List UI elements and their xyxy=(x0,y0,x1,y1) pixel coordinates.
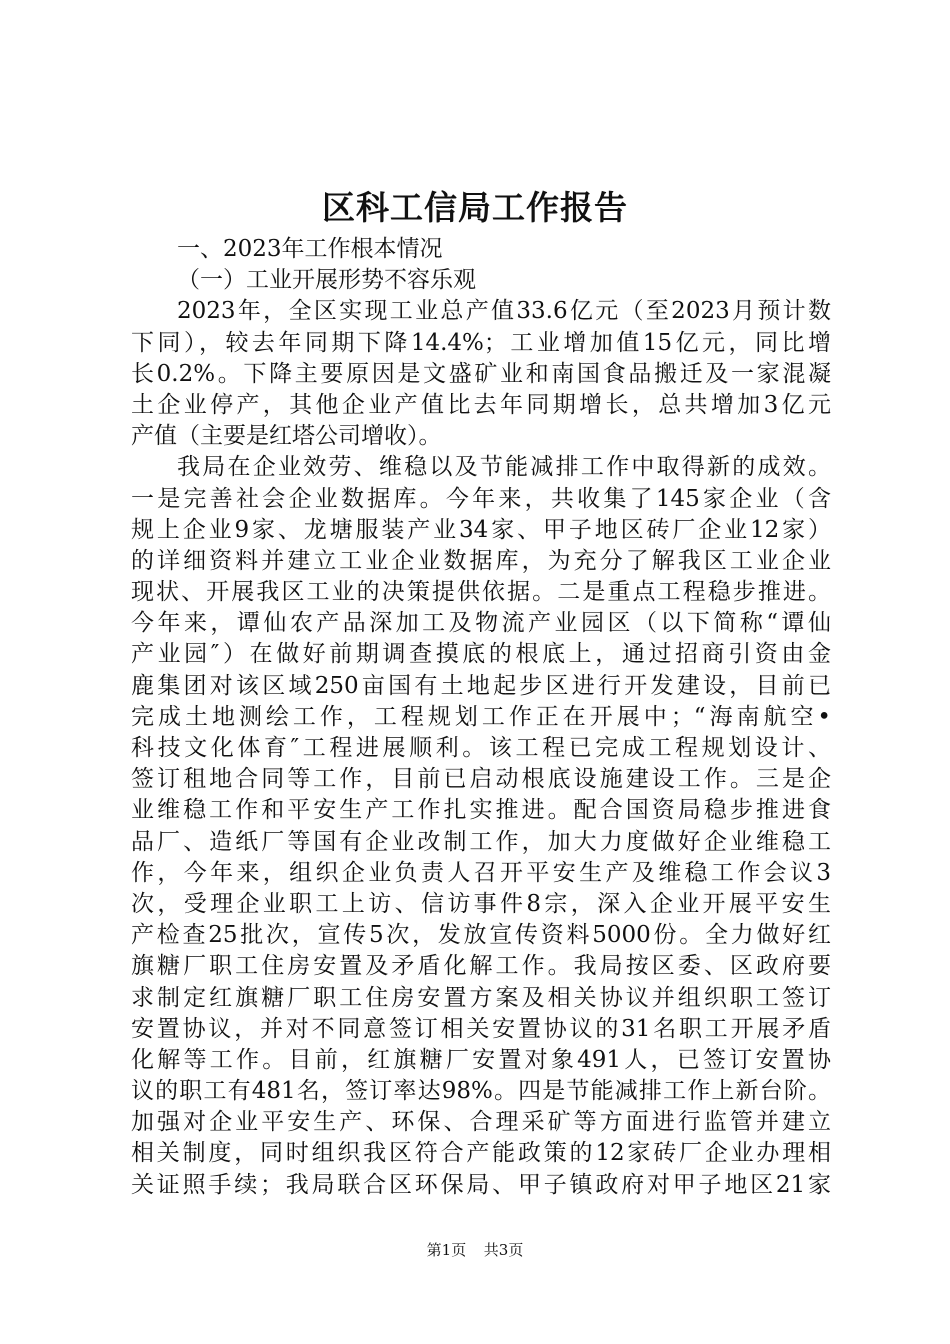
paragraph-line: 现状、开展我区工业的决策提供依据。二是重点工程稳步推进。 xyxy=(131,579,831,606)
paragraph-line: 2023年，全区实现工业总产值33.6亿元（至2023月预计数 xyxy=(177,298,831,325)
paragraph-line: 安置协议，并对不同意签订相关安置协议的31名职工开展矛盾 xyxy=(131,1015,831,1042)
paragraph-line: 签订租地合同等工作，目前已启动根底设施建设工作。三是企 xyxy=(131,766,831,793)
paragraph-line: 今年来，谭仙农产品深加工及物流产业园区（以下简称“谭仙 xyxy=(131,610,831,637)
paragraph-line: 作，今年来，组织企业负责人召开平安生产及维稳工作会议3 xyxy=(131,859,831,886)
paragraph-line: 长0.2%。下降主要原因是文盛矿业和南国食品搬迁及一家混凝 xyxy=(131,360,831,387)
subsection-heading: （一）工业开展形势不容乐观 xyxy=(177,267,476,294)
paragraph-line: 科技文化体育″工程进展顺利。该工程已完成工程规划设计、 xyxy=(131,735,831,761)
paragraph-line: 产检查25批次，宣传5次，发放宣传资料5000份。全力做好红 xyxy=(131,922,831,949)
paragraph-line: 产值（主要是红塔公司增收）。 xyxy=(131,423,442,450)
document-body xyxy=(131,234,831,1201)
paragraph-line: 化解等工作。目前，红旗糖厂安置对象491人，已签订安置协 xyxy=(131,1046,831,1073)
paragraph-line: 关证照手续；我局联合区环保局、甲子镇政府对甲子地区21家 xyxy=(131,1171,831,1198)
paragraph-line: 议的职工有481名，签订率达98%。四是节能减排工作上新台阶。 xyxy=(131,1078,831,1105)
paragraph-line: 求制定红旗糖厂职工住房安置方案及相关协议并组织职工签订 xyxy=(131,984,831,1011)
page-number: 第1页 xyxy=(426,1241,467,1259)
paragraph-line: 产业园″）在做好前期调查摸底的根底上，通过招商引资由金 xyxy=(131,641,831,668)
paragraph-line: 土企业停产，其他企业产值比去年同期增长，总共增加3亿元 xyxy=(131,391,831,418)
section-heading: 一、2023年工作根本情况 xyxy=(177,236,443,262)
paragraph-line: 业维稳工作和平安生产工作扎实推进。配合国资局稳步推进食 xyxy=(131,797,831,824)
paragraph-line: 规上企业9家、龙塘服装产业34家、甲子地区砖厂企业12家） xyxy=(131,516,831,543)
paragraph-line: 我局在企业效劳、维稳以及节能减排工作中取得新的成效。 xyxy=(177,454,831,481)
paragraph-line: 加强对企业平安生产、环保、合理采矿等方面进行监管并建立 xyxy=(131,1109,831,1136)
paragraph-line: 品厂、造纸厂等国有企业改制工作，加大力度做好企业维稳工 xyxy=(131,828,831,855)
page-footer xyxy=(0,1240,950,1260)
paragraph-line: 的详细资料并建立工业企业数据库，为充分了解我区工业企业 xyxy=(131,547,831,574)
paragraph-line: 一是完善社会企业数据库。今年来，共收集了145家企业（含 xyxy=(131,485,831,512)
paragraph-line: 次，受理企业职工上访、信访事件8宗，深入企业开展平安生 xyxy=(131,890,831,917)
paragraph-line: 下同），较去年同期下降14.4%；工业增加值15亿元，同比增 xyxy=(131,329,831,356)
document-title: 区科工信局工作报告 xyxy=(322,188,628,227)
paragraph-line: 完成土地测绘工作，工程规划工作正在开展中；“海南航空• xyxy=(131,703,831,730)
paragraph-line: 相关制度，同时组织我区符合产能政策的12家砖厂企业办理相 xyxy=(131,1140,831,1167)
page-total: 共3页 xyxy=(483,1241,524,1259)
paragraph-line: 鹿集团对该区域250亩国有土地起步区进行开发建设，目前已 xyxy=(131,672,831,699)
paragraph-line: 旗糖厂职工住房安置及矛盾化解工作。我局按区委、区政府要 xyxy=(131,953,831,980)
